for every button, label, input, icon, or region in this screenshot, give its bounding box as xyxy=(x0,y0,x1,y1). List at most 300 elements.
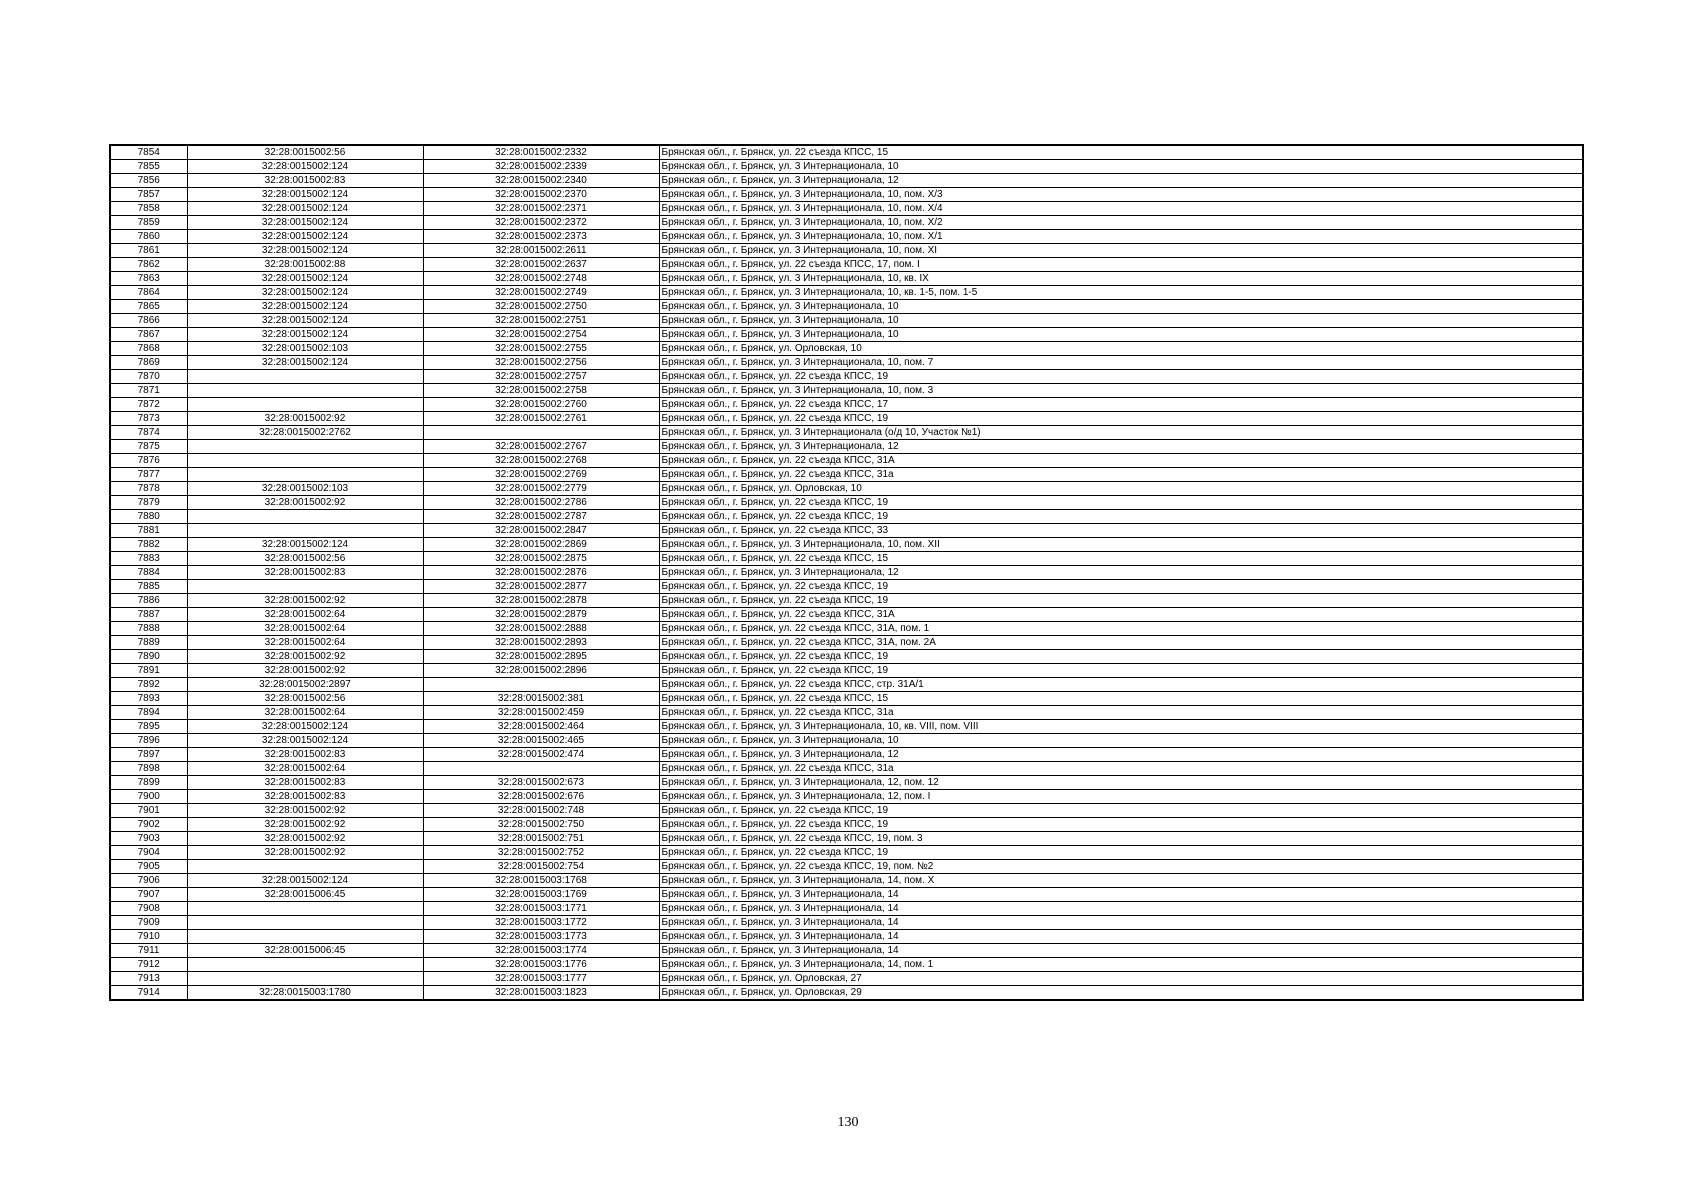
row-number-cell: 7884 xyxy=(110,566,187,580)
object-cadastral-number-cell: 32:28:0015003:1773 xyxy=(423,930,659,944)
land-cadastral-number-cell: 32:28:0015006:45 xyxy=(187,888,423,902)
address-cell: Брянская обл., г. Брянск, ул. 22 съезда КПСС, 31а xyxy=(659,468,1583,482)
table-row xyxy=(110,510,1583,524)
land-cadastral-number-cell xyxy=(187,468,423,482)
object-cadastral-number-cell xyxy=(423,426,659,440)
row-number-cell: 7898 xyxy=(110,762,187,776)
address-cell: Брянская обл., г. Брянск, ул. 3 Интернационала, 14 xyxy=(659,888,1583,902)
address-cell: Брянская обл., г. Брянск, ул. Орловская, 10 xyxy=(659,342,1583,356)
row-number-cell: 7856 xyxy=(110,174,187,188)
address-cell: Брянская обл., г. Брянск, ул. 22 съезда КПСС, 19 xyxy=(659,412,1583,426)
land-cadastral-number-cell: 32:28:0015002:124 xyxy=(187,244,423,258)
table-row xyxy=(110,440,1583,454)
object-cadastral-number-cell: 32:28:0015002:2755 xyxy=(423,342,659,356)
land-cadastral-number-cell xyxy=(187,902,423,916)
row-number-cell: 7855 xyxy=(110,160,187,174)
object-cadastral-number-cell: 32:28:0015002:2779 xyxy=(423,482,659,496)
address-cell: Брянская обл., г. Брянск, ул. 22 съезда КПСС, 15 xyxy=(659,145,1583,160)
land-cadastral-number-cell: 32:28:0015002:124 xyxy=(187,734,423,748)
row-number-cell: 7863 xyxy=(110,272,187,286)
table-row xyxy=(110,860,1583,874)
address-cell: Брянская обл., г. Брянск, ул. 22 съезда КПСС, 31а xyxy=(659,706,1583,720)
row-number-cell: 7900 xyxy=(110,790,187,804)
row-number-cell: 7912 xyxy=(110,958,187,972)
object-cadastral-number-cell: 32:28:0015003:1769 xyxy=(423,888,659,902)
object-cadastral-number-cell: 32:28:0015003:1768 xyxy=(423,874,659,888)
object-cadastral-number-cell: 32:28:0015002:2754 xyxy=(423,328,659,342)
object-cadastral-number-cell: 32:28:0015002:2751 xyxy=(423,314,659,328)
land-cadastral-number-cell: 32:28:0015002:92 xyxy=(187,650,423,664)
row-number-cell: 7893 xyxy=(110,692,187,706)
row-number-cell: 7889 xyxy=(110,636,187,650)
address-cell: Брянская обл., г. Брянск, ул. Орловская, 29 xyxy=(659,986,1583,1001)
table-row xyxy=(110,454,1583,468)
land-cadastral-number-cell: 32:28:0015002:92 xyxy=(187,594,423,608)
row-number-cell: 7906 xyxy=(110,874,187,888)
object-cadastral-number-cell: 32:28:0015002:2749 xyxy=(423,286,659,300)
address-cell: Брянская обл., г. Брянск, ул. 22 съезда КПСС, 31А xyxy=(659,608,1583,622)
row-number-cell: 7881 xyxy=(110,524,187,538)
object-cadastral-number-cell: 32:28:0015002:2756 xyxy=(423,356,659,370)
row-number-cell: 7875 xyxy=(110,440,187,454)
table-row xyxy=(110,468,1583,482)
address-cell: Брянская обл., г. Брянск, ул. 3 Интернационала (о/д 10, Участок №1) xyxy=(659,426,1583,440)
object-cadastral-number-cell: 32:28:0015002:2847 xyxy=(423,524,659,538)
land-cadastral-number-cell: 32:28:0015002:124 xyxy=(187,272,423,286)
address-cell: Брянская обл., г. Брянск, ул. 22 съезда КПСС, 17, пом. I xyxy=(659,258,1583,272)
object-cadastral-number-cell: 32:28:0015002:750 xyxy=(423,818,659,832)
table-row xyxy=(110,538,1583,552)
land-cadastral-number-cell: 32:28:0015002:124 xyxy=(187,314,423,328)
address-cell: Брянская обл., г. Брянск, ул. 3 Интернационала, 10 xyxy=(659,160,1583,174)
object-cadastral-number-cell: 32:28:0015002:2875 xyxy=(423,552,659,566)
row-number-cell: 7879 xyxy=(110,496,187,510)
object-cadastral-number-cell: 32:28:0015003:1823 xyxy=(423,986,659,1001)
object-cadastral-number-cell: 32:28:0015002:2878 xyxy=(423,594,659,608)
object-cadastral-number-cell: 32:28:0015003:1771 xyxy=(423,902,659,916)
address-cell: Брянская обл., г. Брянск, ул. 22 съезда КПСС, 31А xyxy=(659,454,1583,468)
row-number-cell: 7872 xyxy=(110,398,187,412)
table-row xyxy=(110,370,1583,384)
table-row xyxy=(110,160,1583,174)
registry-table-body xyxy=(110,145,1583,1000)
table-row xyxy=(110,328,1583,342)
table-row xyxy=(110,762,1583,776)
row-number-cell: 7888 xyxy=(110,622,187,636)
object-cadastral-number-cell: 32:28:0015002:459 xyxy=(423,706,659,720)
object-cadastral-number-cell: 32:28:0015002:2372 xyxy=(423,216,659,230)
table-row xyxy=(110,356,1583,370)
address-cell: Брянская обл., г. Брянск, ул. 3 Интернационала, 14 xyxy=(659,944,1583,958)
row-number-cell: 7878 xyxy=(110,482,187,496)
address-cell: Брянская обл., г. Брянск, ул. 3 Интернационала, 14 xyxy=(659,930,1583,944)
address-cell: Брянская обл., г. Брянск, ул. 3 Интернационала, 10 xyxy=(659,734,1583,748)
land-cadastral-number-cell xyxy=(187,916,423,930)
land-cadastral-number-cell xyxy=(187,958,423,972)
object-cadastral-number-cell: 32:28:0015002:2879 xyxy=(423,608,659,622)
table-row xyxy=(110,608,1583,622)
address-cell: Брянская обл., г. Брянск, ул. 3 Интернационала, 10, пом. X/4 xyxy=(659,202,1583,216)
land-cadastral-number-cell: 32:28:0015002:64 xyxy=(187,608,423,622)
row-number-cell: 7871 xyxy=(110,384,187,398)
row-number-cell: 7891 xyxy=(110,664,187,678)
table-row xyxy=(110,188,1583,202)
land-cadastral-number-cell: 32:28:0015002:83 xyxy=(187,776,423,790)
address-cell: Брянская обл., г. Брянск, ул. 3 Интернационала, 12 xyxy=(659,440,1583,454)
land-cadastral-number-cell: 32:28:0015002:92 xyxy=(187,412,423,426)
row-number-cell: 7896 xyxy=(110,734,187,748)
row-number-cell: 7854 xyxy=(110,145,187,160)
address-cell: Брянская обл., г. Брянск, ул. 3 Интернационала, 10, пом. XII xyxy=(659,538,1583,552)
table-row xyxy=(110,482,1583,496)
land-cadastral-number-cell: 32:28:0015002:124 xyxy=(187,356,423,370)
address-cell: Брянская обл., г. Брянск, ул. 22 съезда КПСС, 15 xyxy=(659,692,1583,706)
address-cell: Брянская обл., г. Брянск, ул. 3 Интернационала, 10, кв. VIII, пом. VIII xyxy=(659,720,1583,734)
table-row xyxy=(110,720,1583,734)
object-cadastral-number-cell: 32:28:0015002:464 xyxy=(423,720,659,734)
land-cadastral-number-cell: 32:28:0015002:64 xyxy=(187,706,423,720)
table-row xyxy=(110,706,1583,720)
table-row xyxy=(110,664,1583,678)
land-cadastral-number-cell: 32:28:0015002:103 xyxy=(187,342,423,356)
address-cell: Брянская обл., г. Брянск, ул. 22 съезда КПСС, стр. 31А/1 xyxy=(659,678,1583,692)
object-cadastral-number-cell: 32:28:0015002:754 xyxy=(423,860,659,874)
address-cell: Брянская обл., г. Брянск, ул. 3 Интернационала, 12 xyxy=(659,748,1583,762)
object-cadastral-number-cell: 32:28:0015002:2373 xyxy=(423,230,659,244)
land-cadastral-number-cell xyxy=(187,398,423,412)
address-cell: Брянская обл., г. Брянск, ул. 3 Интернационала, 10 xyxy=(659,328,1583,342)
table-row xyxy=(110,174,1583,188)
table-row xyxy=(110,692,1583,706)
table-row xyxy=(110,594,1583,608)
table-row xyxy=(110,804,1583,818)
object-cadastral-number-cell: 32:28:0015003:1777 xyxy=(423,972,659,986)
table-row xyxy=(110,524,1583,538)
address-cell: Брянская обл., г. Брянск, ул. 22 съезда КПСС, 19 xyxy=(659,804,1583,818)
row-number-cell: 7885 xyxy=(110,580,187,594)
table-row xyxy=(110,874,1583,888)
row-number-cell: 7901 xyxy=(110,804,187,818)
object-cadastral-number-cell: 32:28:0015003:1776 xyxy=(423,958,659,972)
table-row xyxy=(110,342,1583,356)
address-cell: Брянская обл., г. Брянск, ул. 22 съезда КПСС, 31А, пом. 2А xyxy=(659,636,1583,650)
table-row xyxy=(110,426,1583,440)
object-cadastral-number-cell: 32:28:0015002:2761 xyxy=(423,412,659,426)
table-row xyxy=(110,748,1583,762)
land-cadastral-number-cell: 32:28:0015006:45 xyxy=(187,944,423,958)
address-cell: Брянская обл., г. Брянск, ул. 3 Интернационала, 10, пом. 3 xyxy=(659,384,1583,398)
table-row xyxy=(110,818,1583,832)
table-row xyxy=(110,412,1583,426)
table-row xyxy=(110,734,1583,748)
object-cadastral-number-cell: 32:28:0015003:1772 xyxy=(423,916,659,930)
land-cadastral-number-cell: 32:28:0015002:56 xyxy=(187,552,423,566)
object-cadastral-number-cell: 32:28:0015002:2876 xyxy=(423,566,659,580)
object-cadastral-number-cell: 32:28:0015002:465 xyxy=(423,734,659,748)
address-cell: Брянская обл., г. Брянск, ул. 3 Интернационала, 10, пом. X/2 xyxy=(659,216,1583,230)
row-number-cell: 7909 xyxy=(110,916,187,930)
land-cadastral-number-cell: 32:28:0015002:103 xyxy=(187,482,423,496)
land-cadastral-number-cell xyxy=(187,440,423,454)
row-number-cell: 7899 xyxy=(110,776,187,790)
land-cadastral-number-cell: 32:28:0015002:124 xyxy=(187,216,423,230)
land-cadastral-number-cell: 32:28:0015002:92 xyxy=(187,804,423,818)
table-row xyxy=(110,384,1583,398)
row-number-cell: 7895 xyxy=(110,720,187,734)
row-number-cell: 7887 xyxy=(110,608,187,622)
address-cell: Брянская обл., г. Брянск, ул. 3 Интернационала, 10, пом. X/1 xyxy=(659,230,1583,244)
address-cell: Брянская обл., г. Брянск, ул. 22 съезда КПСС, 15 xyxy=(659,552,1583,566)
address-cell: Брянская обл., г. Брянск, ул. 22 съезда КПСС, 19 xyxy=(659,818,1583,832)
row-number-cell: 7865 xyxy=(110,300,187,314)
land-cadastral-number-cell xyxy=(187,384,423,398)
table-row xyxy=(110,314,1583,328)
row-number-cell: 7914 xyxy=(110,986,187,1001)
land-cadastral-number-cell: 32:28:0015002:83 xyxy=(187,790,423,804)
row-number-cell: 7870 xyxy=(110,370,187,384)
land-cadastral-number-cell: 32:28:0015002:56 xyxy=(187,692,423,706)
object-cadastral-number-cell: 32:28:0015002:2767 xyxy=(423,440,659,454)
object-cadastral-number-cell: 32:28:0015002:2877 xyxy=(423,580,659,594)
row-number-cell: 7862 xyxy=(110,258,187,272)
land-cadastral-number-cell: 32:28:0015002:92 xyxy=(187,846,423,860)
object-cadastral-number-cell: 32:28:0015002:2895 xyxy=(423,650,659,664)
table-row xyxy=(110,986,1583,1001)
object-cadastral-number-cell: 32:28:0015002:2370 xyxy=(423,188,659,202)
object-cadastral-number-cell: 32:28:0015002:2893 xyxy=(423,636,659,650)
table-row xyxy=(110,230,1583,244)
land-cadastral-number-cell: 32:28:0015002:92 xyxy=(187,496,423,510)
address-cell: Брянская обл., г. Брянск, ул. 3 Интернационала, 10, кв. IX xyxy=(659,272,1583,286)
address-cell: Брянская обл., г. Брянск, ул. 22 съезда КПСС, 19 xyxy=(659,580,1583,594)
row-number-cell: 7903 xyxy=(110,832,187,846)
land-cadastral-number-cell: 32:28:0015002:83 xyxy=(187,174,423,188)
land-cadastral-number-cell xyxy=(187,454,423,468)
row-number-cell: 7877 xyxy=(110,468,187,482)
land-cadastral-number-cell xyxy=(187,510,423,524)
table-row xyxy=(110,202,1583,216)
land-cadastral-number-cell: 32:28:0015002:83 xyxy=(187,748,423,762)
address-cell: Брянская обл., г. Брянск, ул. 22 съезда КПСС, 33 xyxy=(659,524,1583,538)
object-cadastral-number-cell: 32:28:0015002:2611 xyxy=(423,244,659,258)
row-number-cell: 7858 xyxy=(110,202,187,216)
row-number-cell: 7904 xyxy=(110,846,187,860)
object-cadastral-number-cell: 32:28:0015002:2339 xyxy=(423,160,659,174)
address-cell: Брянская обл., г. Брянск, ул. 3 Интернационала, 10 xyxy=(659,314,1583,328)
object-cadastral-number-cell: 32:28:0015002:2787 xyxy=(423,510,659,524)
row-number-cell: 7911 xyxy=(110,944,187,958)
object-cadastral-number-cell: 32:28:0015002:2869 xyxy=(423,538,659,552)
land-cadastral-number-cell: 32:28:0015002:88 xyxy=(187,258,423,272)
land-cadastral-number-cell: 32:28:0015002:124 xyxy=(187,874,423,888)
object-cadastral-number-cell: 32:28:0015002:752 xyxy=(423,846,659,860)
land-cadastral-number-cell: 32:28:0015002:92 xyxy=(187,832,423,846)
table-row xyxy=(110,496,1583,510)
address-cell: Брянская обл., г. Брянск, ул. 3 Интернационала, 14 xyxy=(659,916,1583,930)
table-row xyxy=(110,930,1583,944)
address-cell: Брянская обл., г. Брянск, ул. 3 Интернационала, 10, пом. X/3 xyxy=(659,188,1583,202)
address-cell: Брянская обл., г. Брянск, ул. 22 съезда КПСС, 19, пом. 3 xyxy=(659,832,1583,846)
object-cadastral-number-cell: 32:28:0015002:2786 xyxy=(423,496,659,510)
object-cadastral-number-cell: 32:28:0015002:673 xyxy=(423,776,659,790)
table-row xyxy=(110,398,1583,412)
row-number-cell: 7890 xyxy=(110,650,187,664)
row-number-cell: 7897 xyxy=(110,748,187,762)
object-cadastral-number-cell xyxy=(423,678,659,692)
row-number-cell: 7866 xyxy=(110,314,187,328)
table-row xyxy=(110,244,1583,258)
address-cell: Брянская обл., г. Брянск, ул. 3 Интернационала, 14, пом. 1 xyxy=(659,958,1583,972)
address-cell: Брянская обл., г. Брянск, ул. 3 Интернационала, 10, кв. 1-5, пом. 1-5 xyxy=(659,286,1583,300)
address-cell: Брянская обл., г. Брянск, ул. Орловская, 27 xyxy=(659,972,1583,986)
address-cell: Брянская обл., г. Брянск, ул. 22 съезда КПСС, 31А, пом. 1 xyxy=(659,622,1583,636)
land-cadastral-number-cell xyxy=(187,370,423,384)
table-row xyxy=(110,916,1583,930)
table-row xyxy=(110,145,1583,160)
address-cell: Брянская обл., г. Брянск, ул. 3 Интернационала, 14, пом. X xyxy=(659,874,1583,888)
land-cadastral-number-cell: 32:28:0015002:124 xyxy=(187,300,423,314)
land-cadastral-number-cell: 32:28:0015002:83 xyxy=(187,566,423,580)
address-cell: Брянская обл., г. Брянск, ул. 22 съезда КПСС, 19 xyxy=(659,370,1583,384)
object-cadastral-number-cell: 32:28:0015002:2748 xyxy=(423,272,659,286)
object-cadastral-number-cell: 32:28:0015002:381 xyxy=(423,692,659,706)
address-cell: Брянская обл., г. Брянск, ул. 3 Интернационала, 12 xyxy=(659,566,1583,580)
land-cadastral-number-cell: 32:28:0015002:124 xyxy=(187,188,423,202)
object-cadastral-number-cell: 32:28:0015002:2758 xyxy=(423,384,659,398)
table-row xyxy=(110,566,1583,580)
table-row xyxy=(110,902,1583,916)
land-cadastral-number-cell: 32:28:0015002:124 xyxy=(187,328,423,342)
row-number-cell: 7876 xyxy=(110,454,187,468)
object-cadastral-number-cell: 32:28:0015002:2371 xyxy=(423,202,659,216)
object-cadastral-number-cell: 32:28:0015002:676 xyxy=(423,790,659,804)
land-cadastral-number-cell: 32:28:0015002:124 xyxy=(187,538,423,552)
address-cell: Брянская обл., г. Брянск, ул. 22 съезда КПСС, 31а xyxy=(659,762,1583,776)
land-cadastral-number-cell: 32:28:0015003:1780 xyxy=(187,986,423,1001)
table-row xyxy=(110,944,1583,958)
row-number-cell: 7913 xyxy=(110,972,187,986)
table-row xyxy=(110,678,1583,692)
land-cadastral-number-cell xyxy=(187,860,423,874)
table-row xyxy=(110,888,1583,902)
row-number-cell: 7902 xyxy=(110,818,187,832)
land-cadastral-number-cell xyxy=(187,524,423,538)
address-cell: Брянская обл., г. Брянск, ул. 3 Интернационала, 12, пом. 12 xyxy=(659,776,1583,790)
address-cell: Брянская обл., г. Брянск, ул. 22 съезда КПСС, 19, пом. №2 xyxy=(659,860,1583,874)
row-number-cell: 7910 xyxy=(110,930,187,944)
row-number-cell: 7907 xyxy=(110,888,187,902)
object-cadastral-number-cell: 32:28:0015002:748 xyxy=(423,804,659,818)
table-row xyxy=(110,958,1583,972)
object-cadastral-number-cell: 32:28:0015002:2750 xyxy=(423,300,659,314)
table-row xyxy=(110,776,1583,790)
address-cell: Брянская обл., г. Брянск, ул. 22 съезда КПСС, 19 xyxy=(659,510,1583,524)
row-number-cell: 7894 xyxy=(110,706,187,720)
land-cadastral-number-cell: 32:28:0015002:92 xyxy=(187,664,423,678)
registry-table xyxy=(109,144,1584,1001)
land-cadastral-number-cell: 32:28:0015002:64 xyxy=(187,622,423,636)
row-number-cell: 7892 xyxy=(110,678,187,692)
row-number-cell: 7857 xyxy=(110,188,187,202)
table-row xyxy=(110,258,1583,272)
row-number-cell: 7883 xyxy=(110,552,187,566)
object-cadastral-number-cell: 32:28:0015002:2768 xyxy=(423,454,659,468)
table-row xyxy=(110,790,1583,804)
land-cadastral-number-cell xyxy=(187,930,423,944)
object-cadastral-number-cell: 32:28:0015002:2637 xyxy=(423,258,659,272)
land-cadastral-number-cell: 32:28:0015002:124 xyxy=(187,230,423,244)
land-cadastral-number-cell: 32:28:0015002:92 xyxy=(187,818,423,832)
row-number-cell: 7874 xyxy=(110,426,187,440)
land-cadastral-number-cell xyxy=(187,972,423,986)
land-cadastral-number-cell: 32:28:0015002:2897 xyxy=(187,678,423,692)
row-number-cell: 7905 xyxy=(110,860,187,874)
object-cadastral-number-cell: 32:28:0015002:2332 xyxy=(423,145,659,160)
table-row xyxy=(110,636,1583,650)
table-row xyxy=(110,216,1583,230)
address-cell: Брянская обл., г. Брянск, ул. 3 Интернационала, 10, пом. XI xyxy=(659,244,1583,258)
row-number-cell: 7886 xyxy=(110,594,187,608)
address-cell: Брянская обл., г. Брянск, ул. 22 съезда КПСС, 17 xyxy=(659,398,1583,412)
land-cadastral-number-cell: 32:28:0015002:124 xyxy=(187,286,423,300)
object-cadastral-number-cell: 32:28:0015002:2757 xyxy=(423,370,659,384)
address-cell: Брянская обл., г. Брянск, ул. 22 съезда КПСС, 19 xyxy=(659,496,1583,510)
address-cell: Брянская обл., г. Брянск, ул. 22 съезда КПСС, 19 xyxy=(659,594,1583,608)
table-row xyxy=(110,846,1583,860)
address-cell: Брянская обл., г. Брянск, ул. 22 съезда КПСС, 19 xyxy=(659,846,1583,860)
land-cadastral-number-cell: 32:28:0015002:56 xyxy=(187,145,423,160)
object-cadastral-number-cell: 32:28:0015002:2340 xyxy=(423,174,659,188)
row-number-cell: 7880 xyxy=(110,510,187,524)
object-cadastral-number-cell: 32:28:0015002:2896 xyxy=(423,664,659,678)
address-cell: Брянская обл., г. Брянск, ул. 3 Интернационала, 14 xyxy=(659,902,1583,916)
object-cadastral-number-cell xyxy=(423,762,659,776)
object-cadastral-number-cell: 32:28:0015002:2769 xyxy=(423,468,659,482)
land-cadastral-number-cell: 32:28:0015002:124 xyxy=(187,720,423,734)
table-row xyxy=(110,300,1583,314)
land-cadastral-number-cell xyxy=(187,580,423,594)
object-cadastral-number-cell: 32:28:0015002:751 xyxy=(423,832,659,846)
land-cadastral-number-cell: 32:28:0015002:124 xyxy=(187,202,423,216)
address-cell: Брянская обл., г. Брянск, ул. 3 Интернационала, 10 xyxy=(659,300,1583,314)
table-row xyxy=(110,650,1583,664)
object-cadastral-number-cell: 32:28:0015003:1774 xyxy=(423,944,659,958)
address-cell: Брянская обл., г. Брянск, ул. 22 съезда КПСС, 19 xyxy=(659,650,1583,664)
address-cell: Брянская обл., г. Брянск, ул. Орловская, 10 xyxy=(659,482,1583,496)
address-cell: Брянская обл., г. Брянск, ул. 3 Интернационала, 10, пом. 7 xyxy=(659,356,1583,370)
table-row xyxy=(110,286,1583,300)
page-number: 130 xyxy=(837,1115,859,1130)
table-row xyxy=(110,832,1583,846)
row-number-cell: 7908 xyxy=(110,902,187,916)
row-number-cell: 7867 xyxy=(110,328,187,342)
land-cadastral-number-cell: 32:28:0015002:64 xyxy=(187,762,423,776)
object-cadastral-number-cell: 32:28:0015002:2888 xyxy=(423,622,659,636)
row-number-cell: 7869 xyxy=(110,356,187,370)
table-row xyxy=(110,580,1583,594)
row-number-cell: 7859 xyxy=(110,216,187,230)
row-number-cell: 7861 xyxy=(110,244,187,258)
land-cadastral-number-cell: 32:28:0015002:2762 xyxy=(187,426,423,440)
address-cell: Брянская обл., г. Брянск, ул. 3 Интернационала, 12, пом. I xyxy=(659,790,1583,804)
address-cell: Брянская обл., г. Брянск, ул. 22 съезда КПСС, 19 xyxy=(659,664,1583,678)
object-cadastral-number-cell: 32:28:0015002:474 xyxy=(423,748,659,762)
row-number-cell: 7864 xyxy=(110,286,187,300)
land-cadastral-number-cell: 32:28:0015002:64 xyxy=(187,636,423,650)
row-number-cell: 7882 xyxy=(110,538,187,552)
object-cadastral-number-cell: 32:28:0015002:2760 xyxy=(423,398,659,412)
table-row xyxy=(110,972,1583,986)
